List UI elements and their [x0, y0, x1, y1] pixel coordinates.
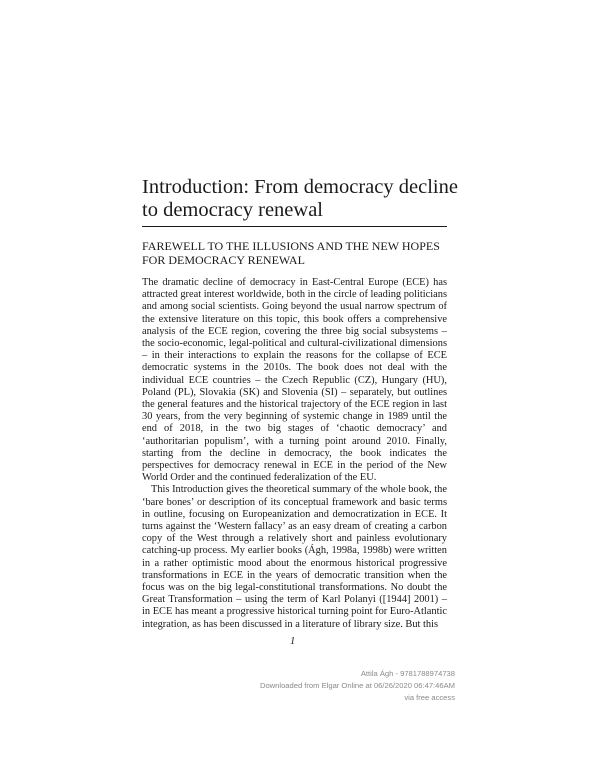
footer-author-isbn: Attila Ágh - 9781788974738	[360, 669, 455, 678]
title-divider	[142, 226, 447, 227]
footer-download-note: Downloaded from Elgar Online at 06/26/2020 06:47:46AM	[259, 681, 455, 690]
download-footer	[260, 668, 455, 704]
section-heading: FAREWELL TO THE ILLUSIONS AND THE NEW HOPES FOR DEMOCRACY RENEWAL	[142, 239, 440, 267]
footer-access: via free access	[404, 693, 455, 702]
page-number: 1	[290, 636, 296, 647]
paragraph-1: The dramatic decline of democracy in East-Central Europe (ECE) has attracted great interest worldwide, both in the circle of leading politicians and among social scientists. Going beyond the usual narrow spectrum of the extensive literature on this topic, this book offers a comprehensive analysis of the ECE region, covering the three big social subsystems – the socio-economic, legal-political and cultural-civilizational dimensions – in their interactions to explain the reasons for the collapse of ECE democratic systems in the 2010s. The book does not deal with the individual ECE countries – the Czech Republic (CZ), Hungary (HU), Poland (PL), Slovakia (SK) and Slovenia (SI) – separately, but outlines the general features and the historical trajectory of the ECE region in last 30 years, from the very beginning of systemic change in 1989 until the end of 2018, in the two big stages of ‘chaotic democracy’ and ‘authoritarian populism’, with a turning point around 2010. Finally, starting from the decline in democracy, the book indicates the perspectives for democracy renewal in ECE in the period of the New World Order and the continued federalization of the EU.	[142, 277, 447, 484]
paragraph-2: This Introduction gives the theoretical summary of the whole book, the ‘bare bones’ or description of its conceptual framework and basic terms in outline, focusing on Europeanization and democratization in ECE. It turns against the ‘Western fallacy’ as an easy dream of creating a carbon copy of the West through a relatively short and painless evolutionary catching-up process. My earlier books (Ágh, 1998a, 1998b) were written in a rather optimistic mood about the enormous historical progressive transformations in ECE in the years of democratic transition when the focus was on the big legal-constitutional transformations. No doubt the Great Transformation – using the term of Karl Polanyi ([1944] 2001) – in ECE has meant a progressive historical turning point for Euro-Atlantic integration, as has been discussed in a literature of library size. But this	[142, 484, 447, 630]
body-text	[142, 277, 447, 631]
chapter-title: Introduction: From democracy decline to democracy renewal	[142, 176, 458, 221]
